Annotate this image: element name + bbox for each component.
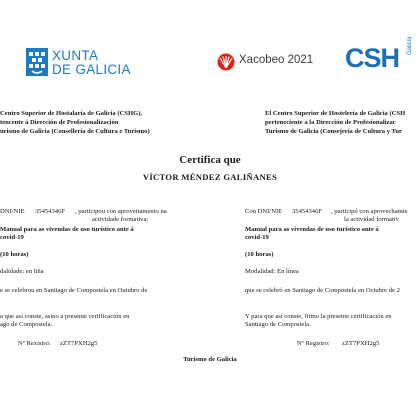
recipient-name: VÍCTOR MÉNDEZ GALIÑANES <box>142 172 278 182</box>
right-intro-line1: El Centro Superior de Hostelería de Galicia (CSH <box>265 110 406 117</box>
left-celebrated: e se celebrou en Santiago de Compostela en Outubro de <box>0 287 148 294</box>
right-celebrated: que se celebró en Santiago de Compostela en Octubre de 2 <box>245 287 400 294</box>
left-closing-line1: a que así conste, asino a presente certificación en <box>0 313 130 320</box>
right-course-line1: Manual para as vivendas de uso turístico ante á <box>245 226 379 233</box>
xunta-line1: XUNTA <box>52 48 99 63</box>
xacobeo-text: Xacobeo 2021 <box>239 54 314 66</box>
left-intro-line1: Centro Superior de Hostalaría de Galicia (CSHG), <box>0 110 143 117</box>
xunta-emblem-icon <box>26 48 48 76</box>
right-participation-line1: , participó con aprovechamie <box>331 208 408 215</box>
left-hours: (10 horas) <box>0 251 29 258</box>
left-participation-line1: , participou con aproveitamento na <box>75 208 167 215</box>
right-dni-value: 35454346F <box>292 208 323 215</box>
xunta-line2: DE GALICIA <box>52 62 131 77</box>
left-registry-label: Nº Rexistro: <box>18 340 51 347</box>
right-closing-line1: Y para que así conste, firmo la presente certificación en <box>245 313 392 320</box>
right-intro-line2: perteneciente a la Dirección de Profesionalizac <box>265 119 396 126</box>
left-registry-value: zZT7PXH2g5 <box>60 340 98 347</box>
right-registry-value: zZT7PXH2g5 <box>342 340 380 347</box>
left-dni-value: 35454346F <box>35 208 66 215</box>
right-modality: Modalidad: En línea <box>245 268 299 275</box>
right-intro-line3: Turismo de Galicia (Consejería de Cultura y Tur <box>265 128 402 135</box>
right-closing-line2: Santiago de Compostela. <box>245 321 311 328</box>
xacobeo-shell-icon <box>217 53 235 71</box>
left-participation-line2: actividade formativa: <box>92 216 149 223</box>
left-modality: dalidade: en liña <box>0 268 44 275</box>
left-closing-line2: ago de Compostela. <box>0 321 53 328</box>
left-intro-line2: tencente á Dirección de Profesionalización <box>0 119 119 126</box>
left-course-line2: covid-19 <box>0 234 24 241</box>
certifica-heading: Certifica que <box>179 154 241 166</box>
right-course-line2: covid-19 <box>245 234 269 241</box>
csh-letters: CSH <box>345 43 400 73</box>
csh-side-text: Galicia <box>407 36 413 55</box>
right-dni-label: Con DNI/NIE <box>245 208 283 215</box>
right-registry-label: Nº Registro: <box>297 340 330 347</box>
left-intro-line3: urismo de Galicia (Consellería de Cultura e Turismo) <box>0 128 150 135</box>
right-hours: (10 horas) <box>245 251 274 258</box>
right-participation-line2: la actividad formativ <box>344 216 399 223</box>
signature-org: Turismo de Galicia <box>183 356 237 363</box>
left-dni-label: DNI/NIE <box>0 208 25 215</box>
left-course-line1: Manual para as vivendas de uso turístico ante á <box>0 226 134 233</box>
